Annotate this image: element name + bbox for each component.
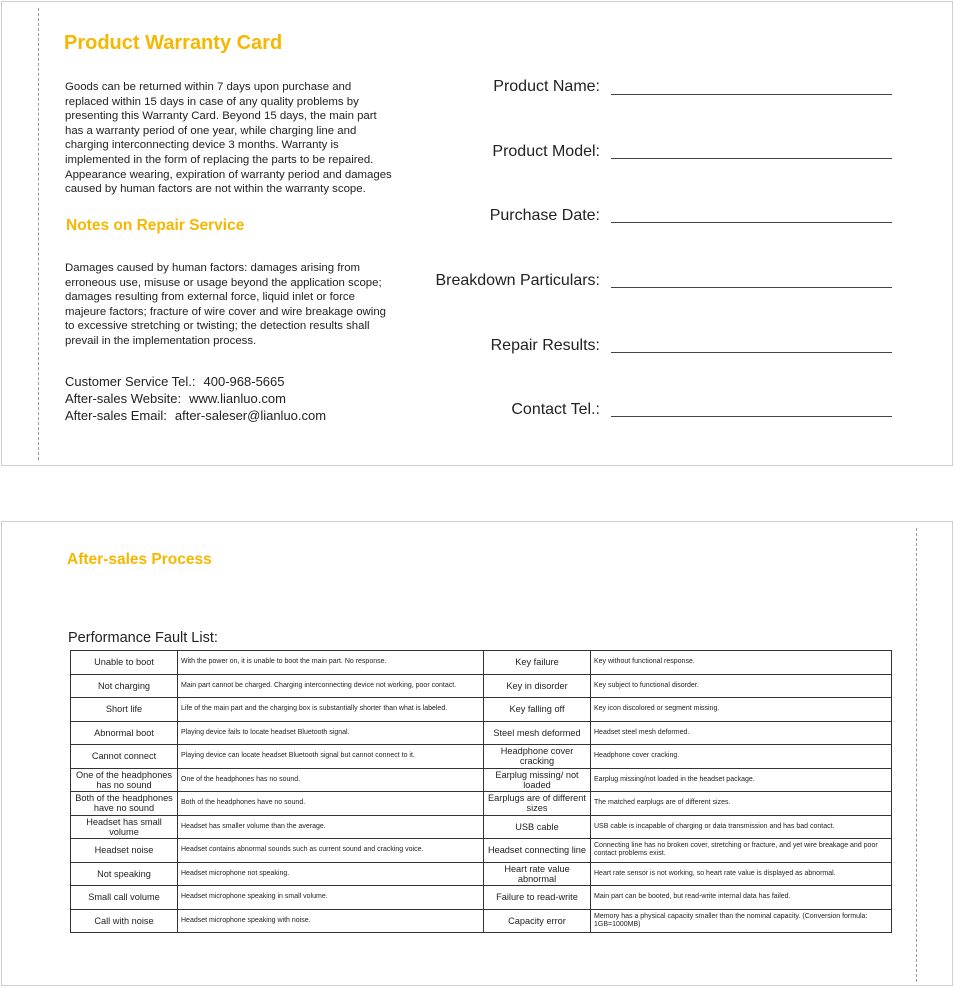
fault-description: USB cable is incapable of charging or data transmission and has bad contact. [591,815,892,839]
fault-description: The matched earplugs are of different sizes. [591,792,892,816]
fault-name: Headset connecting line [484,839,591,863]
fault-name: Steel mesh deformed [484,721,591,745]
product-model-field[interactable] [611,158,892,159]
fault-description: Playing device can locate headset Bluetooth signal but cannot connect to it. [178,745,484,769]
contact-value: after-saleser@lianluo.com [174,408,327,423]
table-row [71,745,892,769]
fault-name: Not charging [71,674,178,698]
fault-description: With the power on, it is unable to boot the main part. No response. [178,651,484,675]
fault-name: Call with noise [71,909,178,933]
repair-results-label: Repair Results: [490,337,600,354]
table-row [71,768,892,792]
table-row [71,909,892,933]
fault-description: Earplug missing/not loaded in the headset package. [591,768,892,792]
table-row [71,698,892,722]
fault-name: Heart rate value abnormal [484,862,591,886]
table-row [71,721,892,745]
contact-label: After-sales Email: [65,408,167,423]
purchase-date-label: Purchase Date: [489,207,600,224]
fault-description: Headphone cover cracking. [591,745,892,769]
fault-name: Capacity error [484,909,591,933]
after-sales-email [65,408,326,423]
table-row [71,886,892,910]
fault-description: Key icon discolored or segment missing. [591,698,892,722]
fault-name: Failure to read-write [484,886,591,910]
product-name-field[interactable] [611,94,892,95]
contact-value: 400-968-5665 [203,374,285,389]
customer-service-tel [65,374,285,389]
contact-label: Customer Service Tel.: [65,374,196,389]
fault-description: Headset has smaller volume than the average. [178,815,484,839]
fault-name: Both of the headphones have no sound [71,792,178,816]
fault-description: Main part can be booted, but read-write internal data has failed. [591,886,892,910]
fault-name: Earplug missing/ not loaded [484,768,591,792]
fault-description: Headset microphone speaking in small volume. [178,886,484,910]
table-row [71,792,892,816]
fault-name: Headphone cover cracking [484,745,591,769]
breakdown-particulars-label: Breakdown Particulars: [435,272,600,289]
fault-name: Unable to boot [71,651,178,675]
product-name-label: Product Name: [493,78,600,95]
fault-description: Headset contains abnormal sounds such as current sound and cracking voice. [178,839,484,863]
fault-name: USB cable [484,815,591,839]
table-row [71,815,892,839]
contact-value: www.lianluo.com [189,391,286,406]
fault-table-body [71,651,892,933]
fault-name: Headset has small volume [71,815,178,839]
repair-notes-text: Damages caused by human factors: damages arising from erroneous use, misuse or usage beyond the application scope; damages resulting from external force, liquid inlet or force majeure factors; fracture of wire cover and wire breakage owing to excessive stretching or twisting; the detection results shall prevail in the implementation process. [65,262,386,347]
fault-name: Headset noise [71,839,178,863]
fault-name: One of the headphones has no sound [71,768,178,792]
fault-name: Small call volume [71,886,178,910]
fault-description: Key subject to functional disorder. [591,674,892,698]
warranty-card [1,1,953,466]
fault-description: Key without functional response. [591,651,892,675]
table-row [71,674,892,698]
fault-description: Playing device fails to locate headset Bluetooth signal. [178,721,484,745]
fault-name: Cannot connect [71,745,178,769]
fault-table [70,650,892,933]
table-row [71,651,892,675]
fault-description: Heart rate sensor is not working, so heart rate value is displayed as abnormal. [591,862,892,886]
fault-description: Main part cannot be charged. Charging interconnecting device not working, poor contact. [178,674,484,698]
fault-description: Memory has a physical capacity smaller than the nominal capacity. (Conversion formula: 1GB=1000MB) [591,909,892,933]
fold-guide-line [38,8,39,460]
fault-description: Life of the main part and the charging box is substantially shorter than what is labeled. [178,698,484,722]
fold-guide-line [916,528,917,982]
after-sales-title: After-sales Process [67,551,212,568]
after-sales-card [1,521,953,986]
warranty-policy-text: Goods can be returned within 7 days upon purchase and replaced within 15 days in case of any quality problems by presenting this Warranty Card. Beyond 15 days, the main part has a warranty period of one year, while charging line and charging interconnecting device 3 months. Warranty is implemented in the form of replacing the parts to be repaired. Appearance wearing, expiration of warranty period and damages caused by human factors are not within the warranty scope. [65,81,392,196]
contact-tel-label: Contact Tel.: [511,401,600,418]
repair-notes-title: Notes on Repair Service [66,217,245,234]
table-row [71,862,892,886]
fault-name: Abnormal boot [71,721,178,745]
fault-description: Headset microphone speaking with noise. [178,909,484,933]
fault-description: One of the headphones has no sound. [178,768,484,792]
warranty-card-title: Product Warranty Card [64,32,283,54]
fault-name: Key falling off [484,698,591,722]
fault-name: Not speaking [71,862,178,886]
fault-description: Headset microphone not speaking. [178,862,484,886]
contact-tel-field[interactable] [611,416,892,417]
fault-description: Both of the headphones have no sound. [178,792,484,816]
fault-name: Key in disorder [484,674,591,698]
fault-name: Short life [71,698,178,722]
purchase-date-field[interactable] [611,222,892,223]
table-row [71,839,892,863]
product-model-label: Product Model: [492,143,600,160]
fault-list-heading: Performance Fault List: [68,630,218,646]
fault-description: Connecting line has no broken cover, stretching or fracture, and yet wire breakage and poor contact problems exist. [591,839,892,863]
repair-results-field[interactable] [611,352,892,353]
fault-description: Headset steel mesh deformed. [591,721,892,745]
contact-label: After-sales Website: [65,391,182,406]
breakdown-particulars-field[interactable] [611,287,892,288]
after-sales-website [65,391,286,406]
fault-name: Key failure [484,651,591,675]
fault-name: Earplugs are of different sizes [484,792,591,816]
